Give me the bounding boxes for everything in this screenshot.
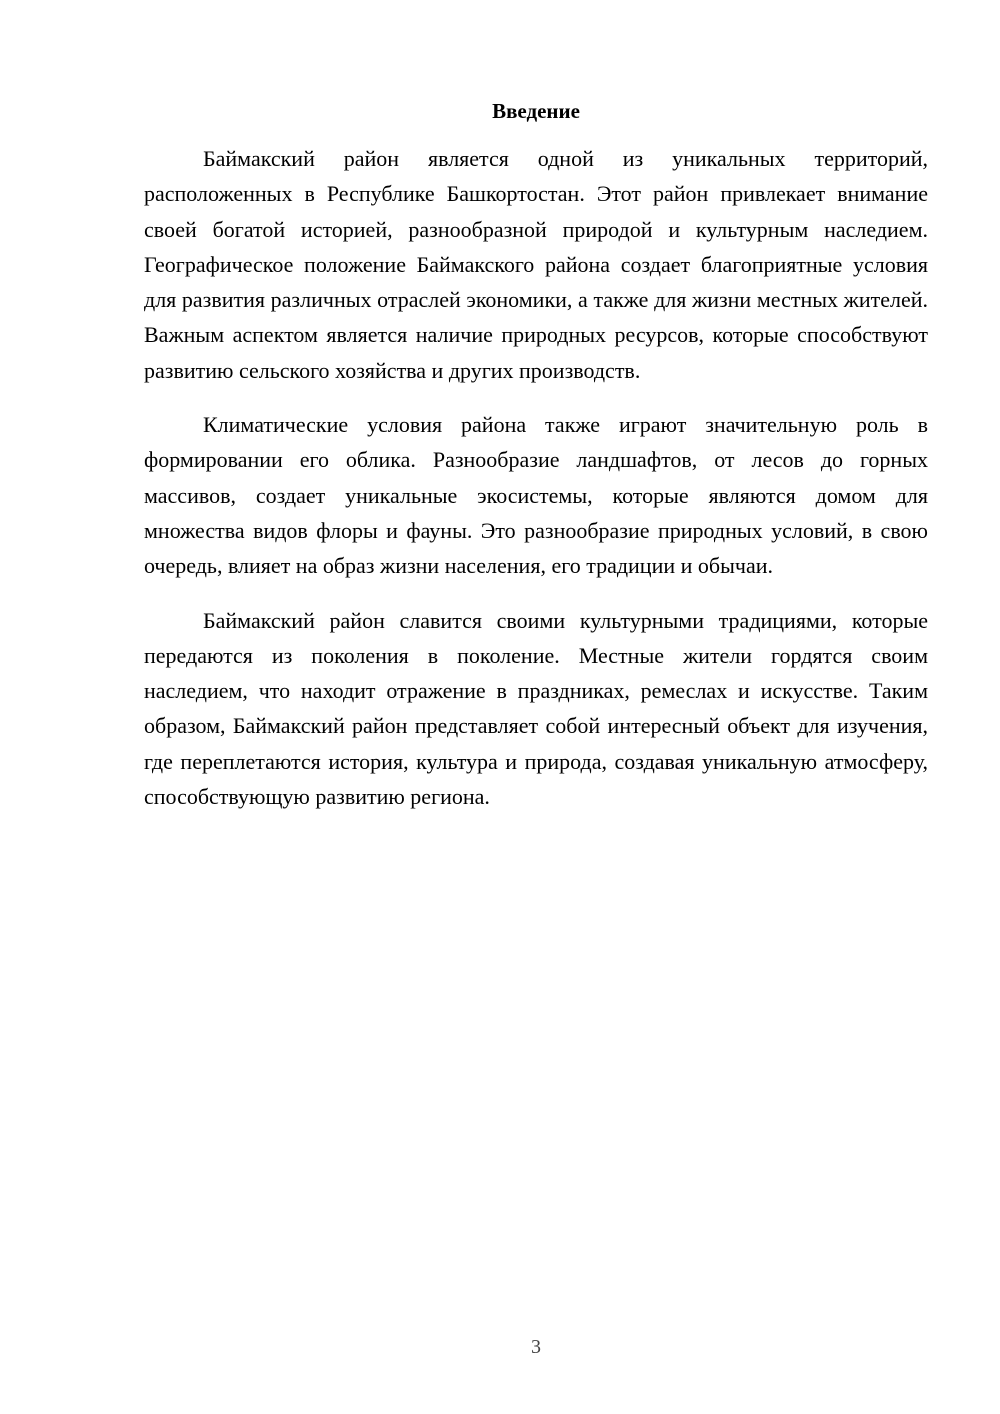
paragraph-3: Баймакский район славится своими культурными традициями, которые передаются из поколения в поколение. Местные жители гордятся своим наследием, что находит отражение в праздниках, ремеслах и искусстве. Таким образом, Баймакский район представляет собой интересный объект для изучения, где переплетаются история, культура и природа, создавая уникальную атмосферу, способствующую развитию региона.	[144, 607, 928, 810]
body-text	[144, 141, 928, 833]
paragraph-1: Баймакский район является одной из уникальных территорий, расположенных в Республике Башкортостан. Этот район привлекает внимание своей богатой историей, разнообразной природой и культурным наследием. Географическое положение Баймакского района создает благоприятные условия для развития различных отраслей экономики, а также для жизни местных жителей. Важным аспектом является наличие природных ресурсов, которые способствуют развитию сельского хозяйства и других производств.	[144, 146, 928, 383]
paragraph-2: Климатические условия района также играют значительную роль в формировании его облика. Разнообразие ландшафтов, от лесов до горных массивов, создает уникальные экосистемы, которые являются домом для множества видов флоры и фауны. Это разнообразие природных условий, в свою очередь, влияет на образ жизни населения, его традиции и обычаи.	[144, 412, 928, 579]
page-number: 3	[531, 1336, 541, 1358]
page-title: Введение	[492, 99, 580, 123]
